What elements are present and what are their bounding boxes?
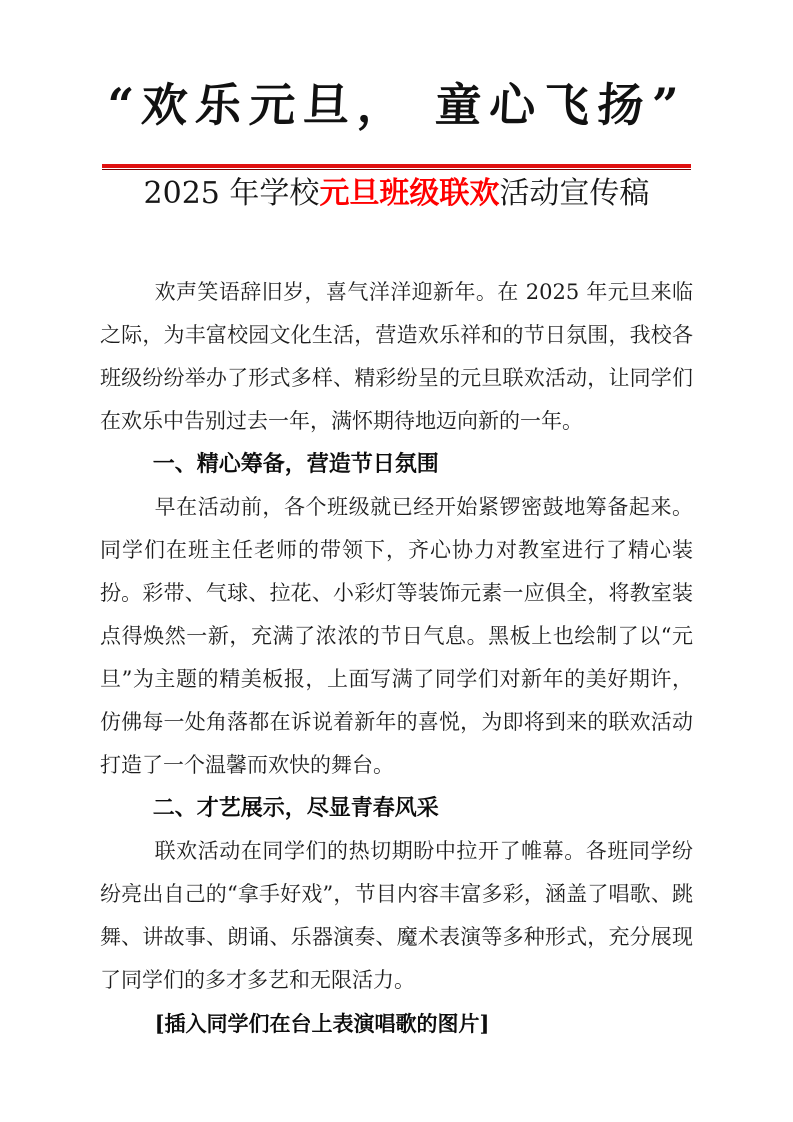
- section-heading-2: 二、才艺展示，尽显青春风采: [152, 796, 439, 821]
- main-title: “欢乐元旦， 童心飞扬”: [105, 78, 688, 132]
- document-body: [100, 271, 693, 1045]
- paragraph-performance: 联欢活动在同学们的热切期盼中拉开了帷幕。各班同学纷纷亮出自己的“拿手好戏”，节目内容丰富多彩，涵盖了唱歌、跳舞、讲故事、朗诵、乐器演奏、魔术表演等多种形式，充分展现了同学们的多才多艺和无限活力。: [100, 839, 693, 992]
- section-heading-1: 一、精心筹备，营造节日氛围: [152, 452, 439, 477]
- red-double-rule: [102, 164, 691, 168]
- subtitle-prefix: 2025 年学校: [143, 176, 320, 211]
- paragraph-intro: 欢声笑语辞旧岁，喜气洋洋迎新年。在 2025 年元旦来临之际，为丰富校园文化生活，营造欢乐祥和的节日氛围，我校各班级纷纷举办了形式多样、精彩纷呈的元旦联欢活动，让同学们在欢乐中告别过去一年，满怀期待地迈向新的一年。: [100, 280, 693, 433]
- image-placeholder-note: [插入同学们在台上表演唱歌的图片]: [154, 1011, 490, 1036]
- paragraph-preparation: 早在活动前，各个班级就已经开始紧锣密鼓地筹备起来。同学们在班主任老师的带领下，齐心协力对教室进行了精心装扮。彩带、气球、拉花、小彩灯等装饰元素一应俱全，将教室装点得焕然一新，充满了浓浓的节日气息。黑板上也绘制了以“元旦”为主题的精美板报，上面写满了同学们对新年的美好期许，仿佛每一处角落都在诉说着新年的喜悦，为即将到来的联欢活动打造了一个温馨而欢快的舞台。: [100, 495, 693, 777]
- subtitle-suffix: 活动宣传稿: [499, 176, 650, 211]
- subtitle: [100, 173, 693, 215]
- subtitle-highlight: 元旦班级联欢: [319, 176, 500, 211]
